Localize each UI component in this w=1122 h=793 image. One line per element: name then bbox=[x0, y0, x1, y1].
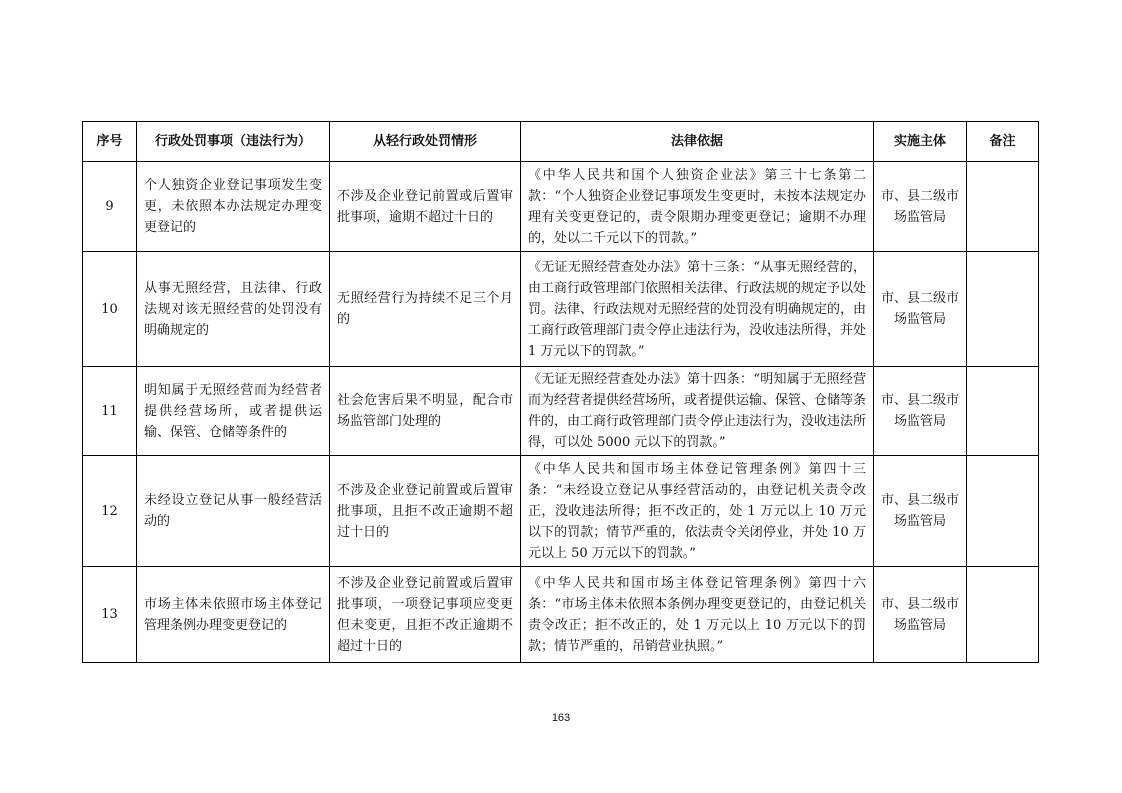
penalty-table bbox=[82, 121, 1039, 663]
penalty-item: 市场主体未依照市场主体登记管理条例办理变更登记的 bbox=[137, 567, 330, 663]
implementing-subject: 市、县二级市场监管局 bbox=[874, 567, 967, 663]
table-row bbox=[83, 162, 1039, 252]
table-row bbox=[83, 567, 1039, 663]
remark bbox=[967, 567, 1039, 663]
row-number: 11 bbox=[83, 367, 137, 456]
header-remark: 备注 bbox=[967, 122, 1039, 162]
penalty-item: 未经设立登记从事一般经营活动的 bbox=[137, 456, 330, 567]
penalty-item: 个人独资企业登记事项发生变更，未依照本办法规定办理变更登记的 bbox=[137, 162, 330, 252]
row-number: 12 bbox=[83, 456, 137, 567]
legal-basis: 《中华人民共和国个人独资企业法》第三十七条第二款：“个人独资企业登记事项发生变更时，未按本法规定办理有关变更登记的，责令限期办理变更登记；逾期不办理的，处以二千元以下的罚款。” bbox=[521, 162, 874, 252]
lenient-circumstance: 不涉及企业登记前置或后置审批事项，逾期不超过十日的 bbox=[330, 162, 521, 252]
lenient-circumstance: 社会危害后果不明显，配合市场监管部门处理的 bbox=[330, 367, 521, 456]
lenient-circumstance: 不涉及企业登记前置或后置审批事项，且拒不改正逾期不超过十日的 bbox=[330, 456, 521, 567]
implementing-subject: 市、县二级市场监管局 bbox=[874, 367, 967, 456]
row-number: 9 bbox=[83, 162, 137, 252]
remark bbox=[967, 162, 1039, 252]
remark bbox=[967, 367, 1039, 456]
header-no: 序号 bbox=[83, 122, 137, 162]
legal-basis: 《无证无照经营查处办法》第十三条：“从事无照经营的，由工商行政管理部门依照相关法律、行政法规的规定予以处罚。法律、行政法规对无照经营的处罚没有明确规定的，由工商行政管理部门责令停止违法行为，没收违法所得，并处 1 万元以下的罚款。” bbox=[521, 252, 874, 367]
page-number: 163 bbox=[551, 712, 571, 724]
penalty-item: 明知属于无照经营而为经营者提供经营场所，或者提供运输、保管、仓储等条件的 bbox=[137, 367, 330, 456]
header-circumstance: 从轻行政处罚情形 bbox=[330, 122, 521, 162]
table-row bbox=[83, 456, 1039, 567]
legal-basis: 《无证无照经营查处办法》第十四条：“明知属于无照经营而为经营者提供经营场所，或者提供运输、保管、仓储等条件的，由工商行政管理部门责令停止违法行为，没收违法所得，可以处 5000 元以下的罚款。” bbox=[521, 367, 874, 456]
implementing-subject: 市、县二级市场监管局 bbox=[874, 456, 967, 567]
legal-basis: 《中华人民共和国市场主体登记管理条例》第四十三条：“未经设立登记从事经营活动的，由登记机关责令改正，没收违法所得；拒不改正的，处 1 万元以上 10 万元以下的罚款；情节严重的，依法责令关闭停业，并处 10 万元以上 50 万元以下的罚款。” bbox=[521, 456, 874, 567]
header-item: 行政处罚事项（违法行为） bbox=[137, 122, 330, 162]
legal-basis: 《中华人民共和国市场主体登记管理条例》第四十六条：“市场主体未依照本条例办理变更登记的，由登记机关责令改正；拒不改正的，处 1 万元以上 10 万元以下的罚款；情节严重的，吊销营业执照。” bbox=[521, 567, 874, 663]
table-row bbox=[83, 252, 1039, 367]
lenient-circumstance: 无照经营行为持续不足三个月的 bbox=[330, 252, 521, 367]
header-legal-basis: 法律依据 bbox=[521, 122, 874, 162]
lenient-circumstance: 不涉及企业登记前置或后置审批事项，一项登记事项应变更但未变更，且拒不改正逾期不超过十日的 bbox=[330, 567, 521, 663]
row-number: 10 bbox=[83, 252, 137, 367]
header-subject: 实施主体 bbox=[874, 122, 967, 162]
implementing-subject: 市、县二级市场监管局 bbox=[874, 162, 967, 252]
row-number: 13 bbox=[83, 567, 137, 663]
remark bbox=[967, 456, 1039, 567]
table-row bbox=[83, 367, 1039, 456]
implementing-subject: 市、县二级市场监管局 bbox=[874, 252, 967, 367]
remark bbox=[967, 252, 1039, 367]
table-header-row bbox=[83, 122, 1039, 162]
penalty-item: 从事无照经营，且法律、行政法规对该无照经营的处罚没有明确规定的 bbox=[137, 252, 330, 367]
